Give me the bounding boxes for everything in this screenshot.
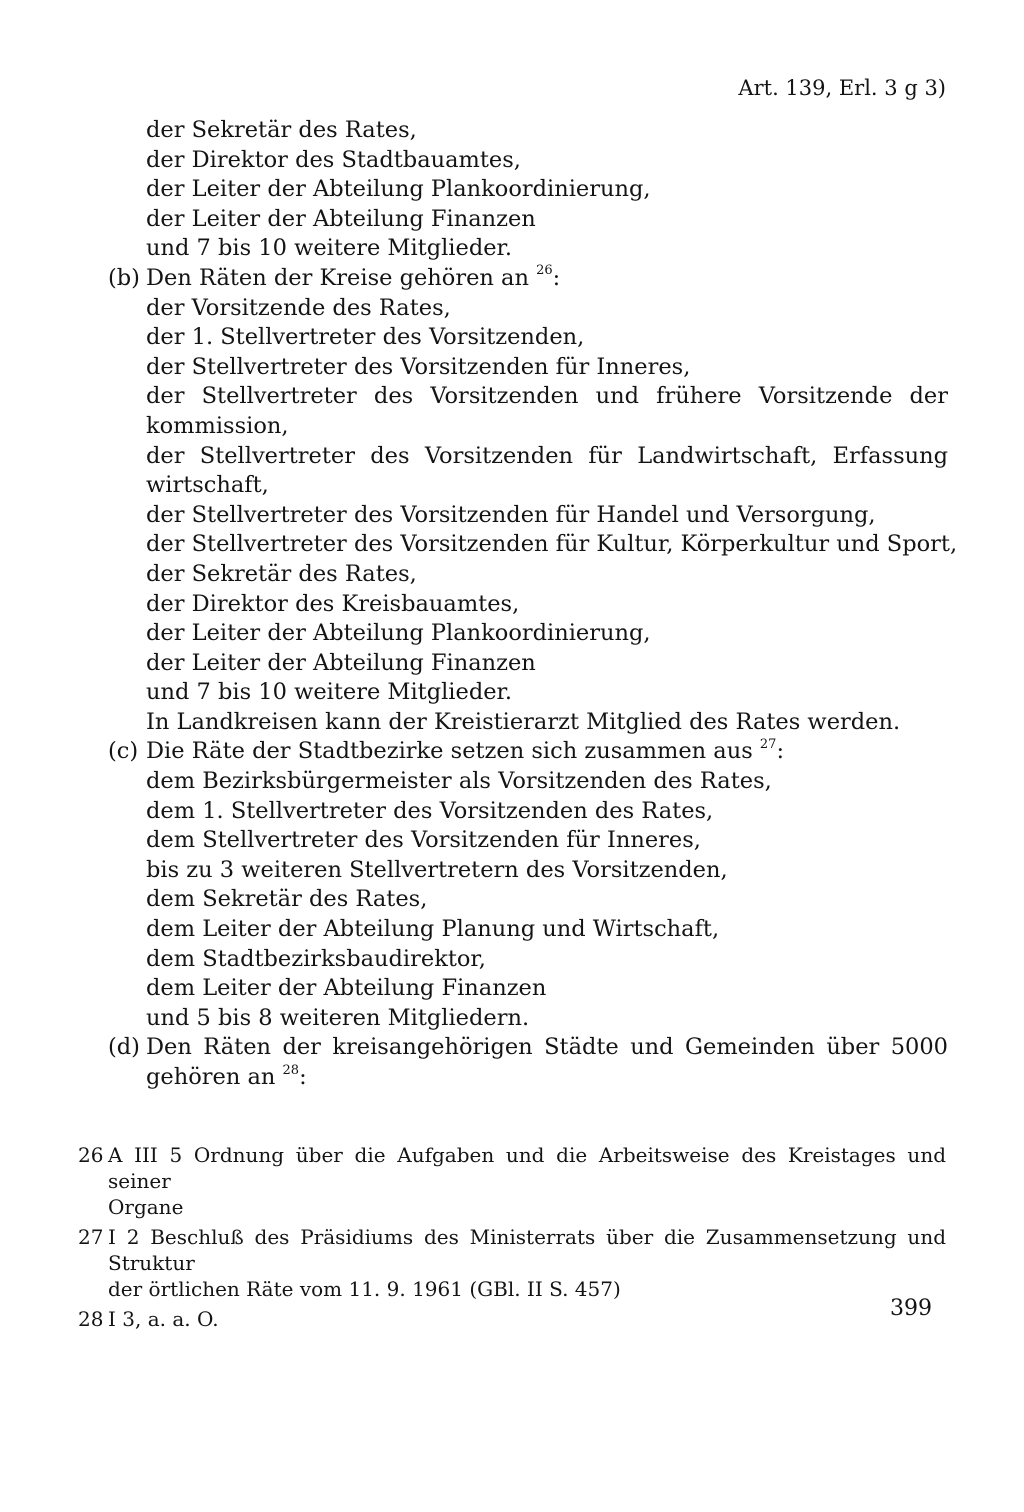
heading-colon: : [552,264,561,291]
section-label: (b) [108,264,140,291]
section-heading-text: Den Räten der Kreise gehören an [146,264,529,291]
list-item: der Stellvertreter des Vorsitzenden für Kultur, Körperkultur und Sport, [146,531,958,558]
body-text [108,116,958,1093]
list-item: und 7 bis 10 weitere Mitglieder. [146,235,512,262]
list-item: der Stellvertreter des Vorsitzenden für Handel und Versorgung, [146,501,876,528]
list-item: und 5 bis 8 weiteren Mitgliedern. [146,1004,530,1031]
heading-colon: : [299,1064,307,1090]
footnote-ref: 27 [759,736,777,752]
footnote-line: der örtlichen Räte vom 11. 9. 1961 (GBl. II S. 457) [108,1277,621,1301]
footnote-26 [78,1142,946,1220]
list-item: kommission, [146,412,289,439]
heading-colon: : [776,738,785,765]
list-item: dem 1. Stellvertreter des Vorsitzenden des Rates, [146,797,714,824]
footnote-line: I 3, a. a. O. [108,1307,219,1331]
footnote-line: A III 5 Ordnung über die Aufgaben und die Arbeitsweise des Kreistages und seiner [108,1143,946,1193]
list-item: dem Stellvertreter des Vorsitzenden für Inneres, [146,827,701,854]
section-c-heading [108,737,948,767]
list-item: und 7 bis 10 weitere Mitglieder. [146,679,512,706]
footnote-line: Organe [108,1195,184,1219]
section-heading-text: Die Räte der Stadtbezirke setzen sich zusammen aus [146,738,753,765]
footnote-line: I 2 Beschluß des Präsidiums des Ministerrats über die Zusammensetzung und Struktur [108,1225,946,1275]
list-item: dem Leiter der Abteilung Finanzen [146,975,547,1002]
section-d-heading [108,1033,948,1063]
section-d-continuation [108,1063,948,1093]
footnote-27 [78,1224,946,1302]
footnote-number: 26 [78,1143,104,1167]
footnote-ref: 26 [536,263,553,279]
footnote-number: 28 [78,1307,104,1331]
footnote-number: 27 [78,1225,104,1249]
footnote-28 [78,1306,946,1332]
list-item: der Leiter der Abteilung Plankoordinierung, [146,176,651,203]
list-item: der Stellvertreter des Vorsitzenden für Inneres, [146,353,691,380]
list-item: der Direktor des Stadtbauamtes, [146,146,521,173]
section-heading-text: gehören an [146,1064,276,1090]
section-heading-text: Den Räten der kreisangehörigen Städte und Gemeinden über 5000 [146,1034,948,1061]
list-item: In Landkreisen kann der Kreistierarzt Mitglied des Rates werden. [146,708,901,735]
list-item: dem Sekretär des Rates, [146,886,428,913]
list-item: der Vorsitzende des Rates, [146,294,451,321]
page-number: 399 [890,1296,932,1321]
list-item: dem Bezirksbürgermeister als Vorsitzenden des Rates, [146,768,772,795]
section-label: (c) [108,738,139,765]
footnote-text [108,1306,946,1332]
list-item: der Stellvertreter des Vorsitzenden für Landwirtschaft, Erfassung [146,442,948,469]
section-label: (d) [108,1034,140,1061]
footnote-ref: 28 [282,1062,300,1078]
list-item: der Direktor des Kreisbauamtes, [146,590,520,617]
footnotes [78,1142,946,1336]
section-b-heading [108,264,948,294]
footnote-text [108,1142,946,1220]
list-item: der Leiter der Abteilung Finanzen [146,205,536,232]
list-item: der Stellvertreter des Vorsitzenden und frühere Vorsitzende der [146,383,948,410]
list-item: der Leiter der Abteilung Plankoordinierung, [146,620,651,647]
list-item: der Sekretär des Rates, [146,117,417,143]
list-item: der Sekretär des Rates, [146,560,417,587]
list-item: dem Leiter der Abteilung Planung und Wirtschaft, [146,916,720,943]
list-item: dem Stadtbezirksbaudirektor, [146,945,486,972]
running-head: Art. 139, Erl. 3 g 3) [738,76,946,100]
footnote-text [108,1224,946,1302]
list-item: der Leiter der Abteilung Finanzen [146,649,536,676]
list-item: bis zu 3 weiteren Stellvertretern des Vorsitzenden, [146,856,728,883]
list-item: wirtschaft, [146,472,269,499]
list-item: der 1. Stellvertreter des Vorsitzenden, [146,324,585,351]
